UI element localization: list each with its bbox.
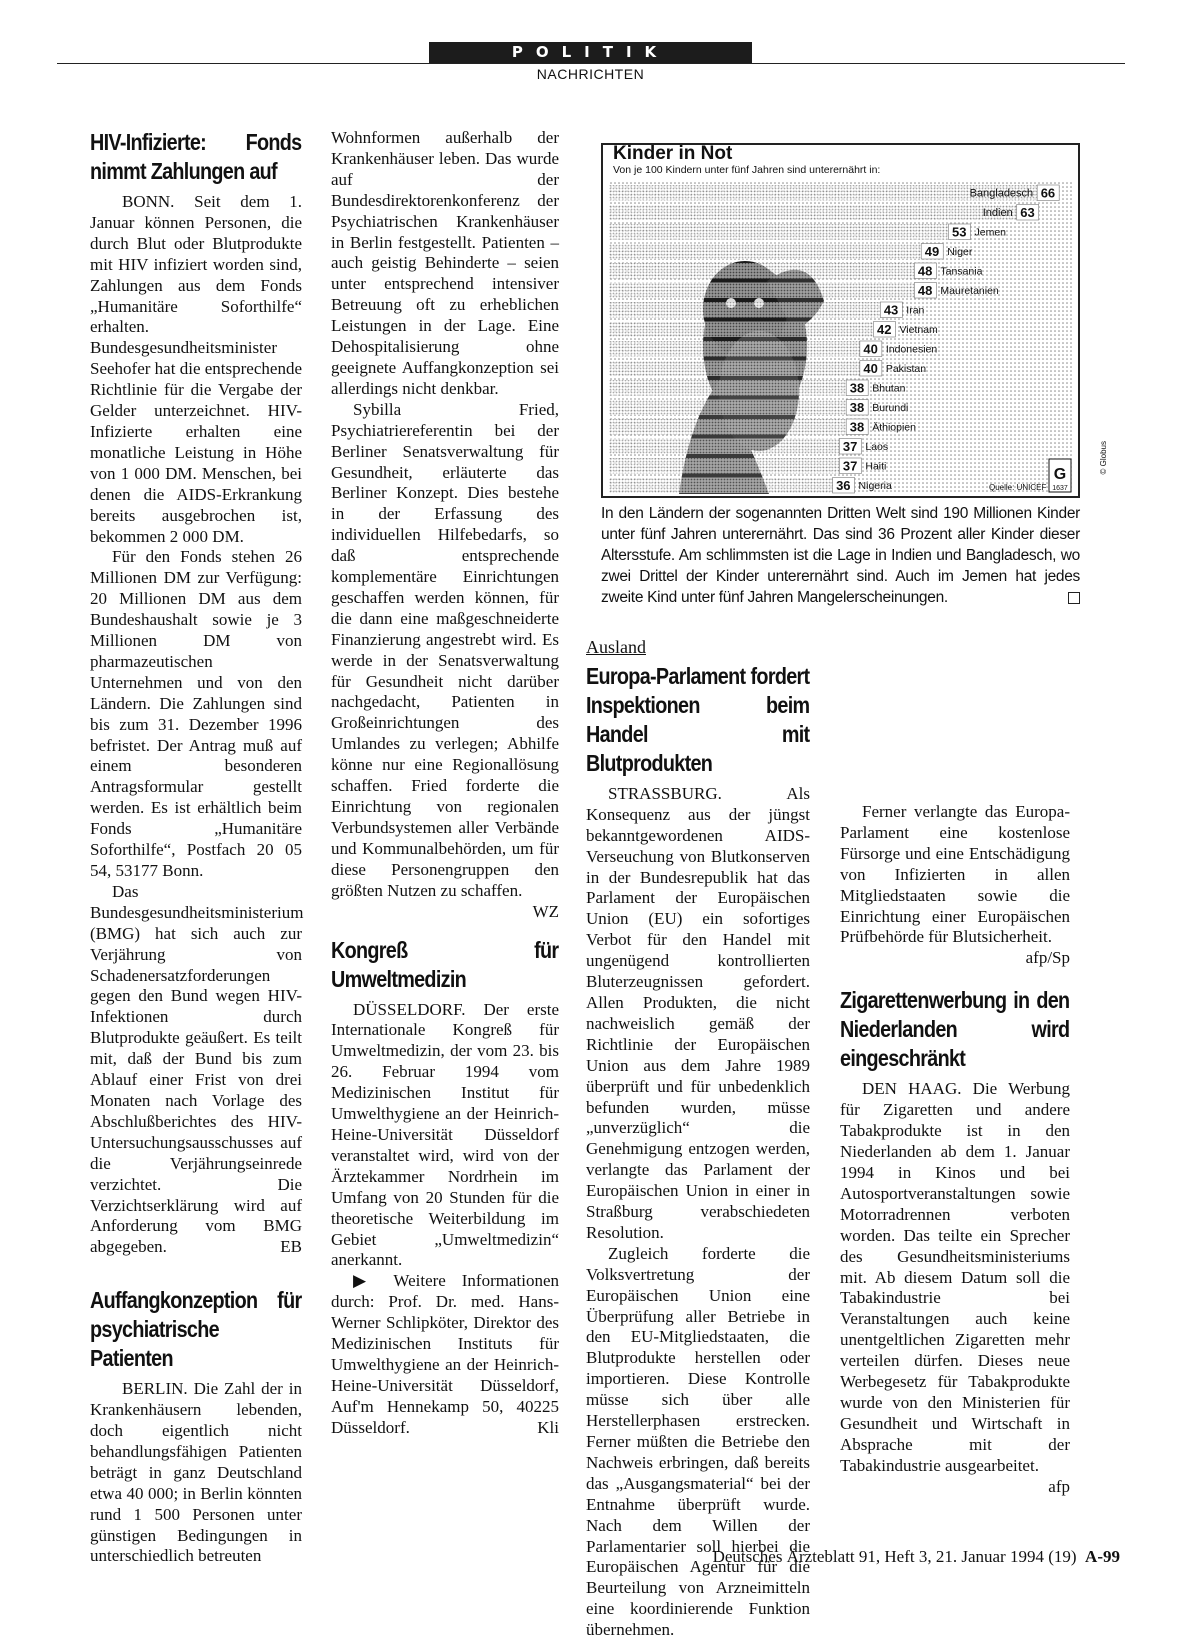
column-2: [331, 128, 559, 1439]
bar-fill: [609, 302, 902, 318]
bar-category-label: Indonesien: [885, 343, 938, 356]
column-3: [586, 637, 810, 1641]
kicker-ausland: Ausland: [586, 637, 646, 657]
bar-value-label: 38: [849, 380, 865, 396]
signature: afp/Sp: [1025, 948, 1070, 968]
article-umwelt: [331, 936, 559, 1439]
arrow-icon: ▶: [353, 1271, 378, 1291]
bar-fill: [609, 380, 868, 396]
bar-value-label: 37: [842, 439, 858, 454]
headline-umwelt: Kongreß für Umweltmedizin: [331, 936, 559, 992]
bar-fill: [609, 361, 882, 377]
article-tabak: [840, 986, 1070, 1496]
bar-value-label: 40: [863, 341, 878, 357]
headline-tabak: Zigarettenwerbung in den Niederlanden wird eingeschränkt: [840, 987, 1070, 1072]
chart-bar-indien: [609, 205, 1039, 221]
bar-category-label: Burundi: [872, 402, 909, 414]
bar-category-label: Nigeria: [858, 480, 892, 492]
chart-bar-mauretanien: [609, 283, 936, 299]
article-tabak-p1: DEN HAAG. Die Werbung für Zigaretten und andere Tabakprodukte ist in den Niederlanden ab dem 1. Januar 1994 in Kinos und bei Autosportveranstaltungen sowie Motorradrennen verboten worden. Das teilte ein Sprecher des Gesundheitsministeriums mit. Ab diesem Datum soll die Tabakindustrie bei Veranstaltungen auch keine unentgeltlichen Zigaretten mehr verteilen dürfen. Dieses neue Werbegesetz für Tabakprodukte wurde von den Ministerien für Gesundheit und Wirtschaft in Absprache mit der Tabakindustrie ausgearbeitet. afp: [840, 1079, 1070, 1496]
chart-subtitle: Von je 100 Kindern unter fünf Jahren sind unterernährt in:: [613, 164, 881, 176]
signature: Kli: [537, 1417, 559, 1437]
column-1: [90, 128, 302, 1567]
bar-category-label: Haiti: [865, 460, 887, 473]
bar-fill: [609, 439, 861, 455]
article-hiv-p2: Für den Fonds stehen 26 Millionen DM zur Verfügung: 20 Millionen DM aus dem Bundeshaushalt sowie je 3 Millionen DM von pharmazeutischen Unternehmen und von den Ländern. Die Zahlungen sind bis zum 31. Dezember 1996 befristet. Der Antrag muß auf einem besonderen Antragsformular gestellt werden. Es ist erhältlich beim Fonds „Humanitäre Soforthilfe“, Postfach 20 05 54, 53177 Bonn.: [90, 547, 302, 880]
bar-fill: [609, 205, 1039, 221]
signature: EB: [280, 1237, 302, 1257]
bar-category-label: Tansania: [940, 265, 983, 278]
bar-value-label: 42: [877, 322, 892, 337]
bar-fill: [609, 224, 971, 240]
bar-category-label: Bangladesch: [969, 187, 1034, 200]
chart-bar-nigeria: [609, 478, 855, 494]
dateline: DEN HAAG.: [862, 1079, 962, 1099]
bar-value-label: 40: [863, 361, 878, 376]
subsection-label: NACHRICHTEN: [536, 66, 645, 82]
page-number: A-99: [1085, 1547, 1120, 1566]
chart-bar-haiti: [609, 458, 861, 474]
dateline: STRASSBURG.: [608, 783, 722, 803]
bar-value-label: 36: [836, 478, 851, 493]
bar-value-label: 53: [952, 224, 967, 240]
bar-fill: [609, 478, 855, 494]
globus-logo: [1049, 459, 1071, 492]
dateline: BONN.: [122, 192, 175, 211]
chart-kinder-in-not: [601, 143, 1108, 498]
signature: WZ: [532, 901, 559, 921]
chart-source: Quelle: UNICEF: [989, 483, 1047, 492]
bar-fill: [609, 244, 943, 260]
chart-bar-jemen: [609, 224, 971, 240]
bar-fill: [609, 341, 882, 357]
chart-bar-laos: [609, 439, 861, 455]
bar-category-label: Äthiopien: [872, 421, 916, 434]
article-umwelt-p1: DÜSSELDORF. Der erste Internationale Kongreß für Umweltmedizin, der vom 23. bis 26. Februar 1994 vom Medizinischen Institut für Umwelthygiene an der Heinrich-Heine-Universität Düsseldorf veranstaltet wird, wird von der Ärztekammer Nordrhein im Umfang von 20 Stunden für die theoretische Weiterbildung im Gebiet „Umweltmedizin“ anerkannt.: [331, 999, 560, 1270]
chart-bar-bhutan: [609, 380, 868, 396]
bar-fill: [609, 283, 936, 299]
bar-value-label: 48: [917, 263, 933, 279]
bar-value-label: 48: [917, 283, 933, 298]
chart-bar-iran: [609, 302, 902, 318]
section-label: POLITIK: [429, 42, 752, 63]
bar-value-label: 63: [1020, 205, 1035, 220]
bar-value-label: 49: [924, 244, 940, 259]
article-umwelt-p2: ▶ Weitere Informationen durch: Prof. Dr. med. Hans-Werner Schlipköter, Direktor des Medizinischen Instituts für Umwelthygiene an der Heinrich-Heine-Universität Düsseldorf, Auf'm Hennekamp 50, 40225 Düsseldorf. Kli: [331, 1271, 560, 1437]
headline-europa: Europa-Parlament fordert Inspektionen beim Handel mit Blutprodukten: [586, 662, 810, 776]
column-4: [840, 637, 1070, 1497]
column-4-continued-spacer: [840, 637, 1070, 802]
chart-bar-tansania: [609, 263, 936, 279]
chart-plot: [609, 181, 1108, 494]
end-mark-icon: [1068, 592, 1080, 604]
chart-bar-pakistan: [609, 361, 882, 377]
footer-citation: Deutsches Ärzteblatt 91, Heft 3, 21. Januar 1994 (19): [712, 1547, 1077, 1566]
chart-bar-vietnam: [609, 322, 895, 338]
article-psych-p2: Sybilla Fried, Psychiatriereferentin bei der Berliner Senatsverwaltung für Gesundheit, erläuterte das Berliner Konzept. Dies bestehe in der Erfassung des individuellen Hilfebedarfs, so daß entsprechende komplementäre Einrichtungen geschaffen werden können, für die dann eine maßgeschneiderte Finanzierung angestrebt wird. Es werde in der Senatsverwaltung für Gesundheit nicht darüber nachgedacht, Patienten in Großeinrichtungen des Umlandes zu verlegen; Abhilfe könne nur eine Regionallösung schaffen. Fried forderte die Einrichtung von regionalen Verbundsystemen aller Verbände und Kommunalbehörden, um für diese Personengruppen den größten Nutzen zu schaffen. WZ: [331, 399, 559, 921]
article-hiv-p1: BONN. Seit dem 1. Januar können Personen, die durch Blut oder Blutprodukte mit HIV infiziert worden sind, Zahlungen aus dem Fonds „Humanitäre Soforthilfe“ erhalten. Bundesgesundheitsminister Seehofer hat die entsprechende Richtlinie für die Vergabe der Gelder unterzeichnet. HIV-Infizierte erhalten eine monatliche Leistung in Höhe von 1 000 DM. Menschen, bei denen die AIDS-Erkrankung bereits ausgebrochen ist, bekommen 2 000 DM.: [90, 192, 302, 546]
bar-category-label: Niger: [947, 246, 973, 258]
bar-fill: [609, 419, 868, 435]
headline-psych: Auffangkonzeption für psychiatrische Patienten: [90, 1287, 302, 1372]
bar-category-label: Iran: [906, 304, 925, 317]
globus-logo-letter: G: [1053, 466, 1067, 483]
article-hiv: [90, 128, 302, 1258]
chart-caption: In den Ländern der sogenannten Dritten Welt sind 190 Millionen Kinder unter fünf Jahren unterernährt. Das sind 36 Prozent aller Kinder dieser Altersstufe. Am schlimmsten ist die Lage in Indien und Bangladesch, wo zwei Drittel der Kinder unterernährt sind. Auch im Jemen hat jedes zweite Kind unter fünf Jahren Mangelerscheinungen.: [601, 505, 1080, 606]
bar-category-label: Indien: [982, 207, 1013, 219]
bar-value-label: 43: [883, 302, 899, 318]
bar-category-label: Jemen: [974, 226, 1007, 239]
globus-logo-number: 1637: [1052, 485, 1068, 492]
signature: afp: [1048, 1476, 1070, 1496]
bar-value-label: 38: [849, 400, 865, 415]
bar-category-label: Vietnam: [899, 324, 938, 336]
bar-value-label: 66: [1040, 185, 1056, 201]
chart-credit: © Globus: [1099, 441, 1108, 475]
bar-category-label: Bhutan: [872, 382, 906, 395]
bar-value-label: 37: [842, 458, 858, 474]
bar-category-label: Pakistan: [885, 363, 927, 375]
bar-value-label: 38: [849, 419, 865, 435]
article-europa-p1: STRASSBURG. Als Konsequenz aus der jüngst bekanntgewordenen AIDS-Verseuchung von Blutkonserven in der Bundesrepublik hat das Parlament der Europäischen Union (EU) ein sofortiges Verbot für den Handel mit ungenügend kontrollierten Bluterzeugnissen gefordert. Allen Produkten, die nicht nachweislich gemäß der Richtlinie der Europäischen Union aus dem Jahre 1989 überprüft und für unbedenklich befunden wurden, müsse „unverzüglich“ die Genehmigung entzogen werden, verlangte das Parlament der Europäischen Union in einer in Straßburg verabschiedeten Resolution.: [586, 783, 810, 1242]
bar-fill: [609, 400, 868, 416]
article-europa-p3: Ferner verlangte das Europa-Parlament eine kostenlose Fürsorge und eine Entschädigung von Infizierten in allen Mitgliedstaaten sowie die Einrichtung einer Europäischen Prüfbehörde für Blutsicherheit. afp/Sp: [840, 802, 1070, 968]
bar-fill: [609, 322, 895, 338]
article-psych-p1b: Wohnformen außerhalb der Krankenhäuser leben. Das wurde auf der Bundesdirektorenkonferenz der Psychiatrischen Krankenhäuser in Berlin festgestellt. Patienten – auch geistig Behinderte – seien unter entsprechend intensiver Betreuung oft zu erheblichen Leistungen in der Lage. Eine Dehospitalisierung ohne geeignete Auffangkonzeption sei allerdings nicht denkbar.: [331, 128, 559, 398]
dateline: BERLIN.: [122, 1379, 188, 1399]
chart-bar-burundi: [609, 400, 868, 416]
chart-bar-indonesien: [609, 341, 882, 357]
header-rule: [57, 63, 1125, 64]
article-psych: [90, 1286, 302, 1567]
headline-hiv: HIV-Infizierte: Fonds nimmt Zahlungen auf: [90, 129, 302, 184]
article-psych-p1a: BERLIN. Die Zahl der in Krankenhäusern lebenden, doch eigentlich nicht behandlungsfähigen Patienten beträgt in ganz Deutschland etwa 40 000; in Berlin könnten rund 1 500 Personen unter günstigen Bedingungen in unterschiedlich betreuten: [90, 1379, 302, 1566]
chart-title: Kinder in Not: [613, 143, 733, 164]
bar-fill: [609, 263, 936, 279]
chart-bar-äthiopien: [609, 419, 868, 435]
dateline: DÜSSELDORF.: [353, 999, 466, 1019]
chart-bar-niger: [609, 244, 943, 260]
article-europa-p2: Zugleich forderte die Volksvertretung der Europäischen Union eine Überprüfung aller Betriebe in den EU-Mitgliedstaaten, die Blutprodukte herstellen oder importieren. Diese Kontrolle müsse sich über alle Herstellerphasen erstrecken. Ferner müßten die Betriebe den Nachweis erbringen, daß bereits das „Ausgangsmaterial“ bei der Entnahme überprüft wurde. Nach dem Willen der Parlamentarier soll hierbei die Europäischen Agentur für die Beurteilung von Arzneimitteln eine koordinierende Funktion übernehmen.: [586, 1243, 810, 1640]
article-hiv-p3: Das Bundesgesundheitsministerium (BMG) hat sich auch zur Verjährung von Schadenersatzforderungen gegen den Bund wegen HIV-Infektionen durch Blutprodukte geäußert. Es teilt mit, daß der Bund bis zum Ablauf einer Frist von drei Monaten nach Vorlage des Abschlußberichtes des HIV-Untersuchungsausschusses auf die Verjährungseinrede verzichtet. Die Verzichtserklärung wird auf Anforderung vom BMG abgegeben. EB: [90, 881, 304, 1257]
bar-category-label: Mauretanien: [940, 285, 999, 297]
page-footer: [610, 1547, 1120, 1567]
bar-fill: [609, 458, 861, 474]
bar-category-label: Laos: [865, 441, 889, 453]
